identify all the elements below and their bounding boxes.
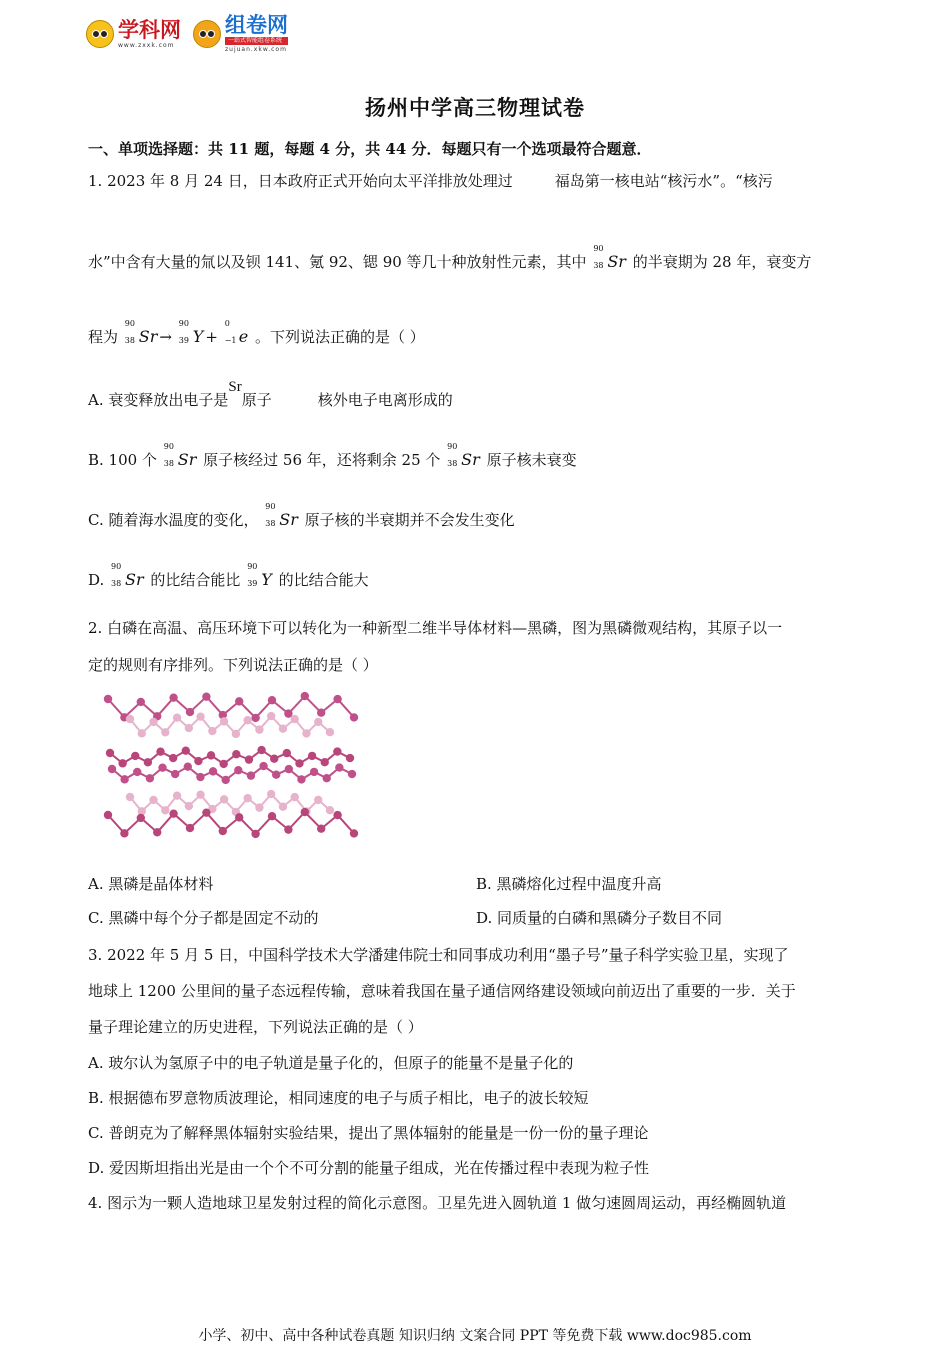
zujuan-logo-tagline: 一站式智能组卷系统 <box>225 37 288 45</box>
q1-opt-d-text-a: D. <box>88 571 110 589</box>
q2-option-a[interactable]: A. 黑磷是晶体材料 <box>88 875 214 893</box>
q1-opt-b-sr2 <box>447 442 480 469</box>
q1-opt-d-y <box>247 562 272 589</box>
q1-opt-c-text-a: C. 随着海水温度的变化， <box>88 511 259 529</box>
q1-line2-text-a: 水”中含有大量的氚以及钡 141、氪 92、锶 90 等几十种放射性元素，其中 <box>88 253 587 271</box>
opt-b-sr2-mass: 90 <box>447 442 458 451</box>
q2-line2: 定的规则有序排列。下列说法正确的是（ ） <box>88 656 378 674</box>
eq-y90 <box>178 319 204 346</box>
page-title: 扬州中学高三物理试卷 <box>365 95 585 120</box>
opt-c-sr-z: 38 <box>265 519 276 528</box>
q1-option-a[interactable] <box>88 379 453 410</box>
eq-plus: + <box>205 328 218 346</box>
sr-mass: 90 <box>593 244 604 253</box>
q1-opt-b-sr1 <box>163 442 197 469</box>
zujuan-logo-url: zujuan.xkw.com <box>225 46 287 53</box>
sr-z: 38 <box>593 261 604 270</box>
page-footer: 小学、初中、高中各种试卷真题 知识归纳 文案合同 PPT 等免费下载 www.doc985.com <box>198 1328 752 1344</box>
sr-sym: Sr <box>607 252 626 271</box>
q1-opt-b-text-a: B. 100 个 <box>88 451 157 469</box>
q3-line3: 量子理论建立的历史进程，下列说法正确的是（ ） <box>88 1018 423 1036</box>
zujuan-logo[interactable] <box>193 15 288 53</box>
opt-b-sr2-sym: Sr <box>461 450 480 469</box>
q2-option-d[interactable]: D. 同质量的白磷和黑磷分子数目不同 <box>476 909 723 927</box>
q2-option-b[interactable]: B. 黑磷熔化过程中温度升高 <box>476 875 662 893</box>
q1-line3-text-b: 。下列说法正确的是（ ） <box>254 328 425 346</box>
zxxk-logo-name: 学科网 <box>118 17 181 42</box>
eq-sr-mass: 90 <box>124 319 135 328</box>
graduate-face-icon <box>193 20 221 48</box>
eq-e-mass: 0 <box>224 319 230 328</box>
q2-line1: 2. 白磷在高温、高压环境下可以转化为一种新型二维半导体材料—黑磷，图为黑磷微观结构，其原子以一 <box>88 619 783 637</box>
zujuan-logo-name: 组卷网 <box>225 13 288 37</box>
q3-line2: 地球上 1200 公里间的量子态远程传输，意味着我国在量子通信网络建设领域向前迈出了重要的一步．关于 <box>88 982 796 1000</box>
eq-e-sym: e <box>238 327 249 346</box>
q1-option-d[interactable] <box>88 562 369 590</box>
q1-opt-b-text-b: 原子核经过 56 年，还将剩余 25 个 <box>203 451 441 469</box>
q1-opt-a-text-c: 核外电子电离形成的 <box>317 391 453 409</box>
q1-opt-c-text-b: 原子核的半衰期并不会发生变化 <box>304 511 515 529</box>
q1-line2 <box>88 244 812 272</box>
opt-b-sr1-sym: Sr <box>177 450 197 469</box>
owl-face-icon <box>86 20 114 48</box>
opt-d-y-mass: 90 <box>247 562 258 571</box>
q1-line3-text-a: 程为 <box>88 328 119 346</box>
opt-b-sr1-mass: 90 <box>163 442 174 451</box>
eq-sr-sym: Sr <box>138 327 158 346</box>
q1-opt-a-text-b: 原子 <box>241 391 272 409</box>
zxxk-logo[interactable] <box>86 17 181 49</box>
eq-arrow: → <box>159 328 172 346</box>
q1-line1 <box>88 170 773 191</box>
q1-option-b[interactable] <box>88 442 577 470</box>
section-heading: 一、单项选择题：共 11 题，每题 4 分，共 44 分．每题只有一个选项最符合题意． <box>88 140 652 158</box>
opt-b-sr1-z: 38 <box>163 459 174 468</box>
zxxk-logo-url: www.zxxk.com <box>118 41 175 49</box>
opt-d-sr-sym: Sr <box>125 570 144 589</box>
eq-e-z: −1 <box>224 336 237 345</box>
q3-line1: 3. 2022 年 5 月 5 日，中国科学技术大学潘建伟院士和同事成功利用“墨子号”量子科学实验卫星，实现了 <box>88 946 789 964</box>
opt-c-sr-mass: 90 <box>265 502 276 511</box>
opt-d-sr-mass: 90 <box>111 562 122 571</box>
eq-sr-z: 38 <box>124 336 135 345</box>
q1-opt-c-sr <box>265 502 298 529</box>
q1-opt-d-sr <box>111 562 144 589</box>
opt-b-sr2-z: 38 <box>447 459 458 468</box>
q1-opt-a-text-a: A. 衰变释放出电子是 <box>88 391 229 409</box>
q3-option-a[interactable]: A. 玻尔认为氢原子中的电子轨道是量子化的，但原子的能量不是量子化的 <box>88 1054 574 1072</box>
q3-option-c[interactable]: C. 普朗克为了解释黑体辐射实验结果，提出了黑体辐射的能量是一份一份的量子理论 <box>88 1124 649 1142</box>
sr90-nuclide <box>593 244 626 271</box>
q2-option-c[interactable]: C. 黑磷中每个分子都是固定不动的 <box>88 909 319 927</box>
opt-d-y-z: 39 <box>247 579 258 588</box>
q1-line2-text-b: 的半衰期为 28 年，衰变方 <box>632 253 812 271</box>
q1-opt-a-sr: Sr <box>228 379 242 395</box>
q1-opt-b-text-c: 原子核未衰变 <box>486 451 577 469</box>
q3-option-b[interactable]: B. 根据德布罗意物质波理论，相同速度的电子与质子相比，电子的波长较短 <box>88 1089 589 1107</box>
q1-line3 <box>88 319 425 347</box>
q1-option-c[interactable] <box>88 502 515 530</box>
q3-option-d[interactable]: D. 爱因斯坦指出光是由一个个不可分割的能量子组成，光在传播过程中表现为粒子性 <box>88 1159 650 1177</box>
q1-line1-text-b: 福岛第一核电站“核污水”。“核污 <box>554 172 773 190</box>
q1-opt-d-text-b: 的比结合能比 <box>150 571 241 589</box>
eq-y-mass: 90 <box>178 319 189 328</box>
eq-electron <box>224 319 249 346</box>
q1-opt-d-text-c: 的比结合能大 <box>278 571 369 589</box>
opt-d-sr-z: 38 <box>111 579 122 588</box>
black-phosphorus-structure-image <box>100 685 362 845</box>
opt-c-sr-sym: Sr <box>279 510 298 529</box>
eq-sr90 <box>124 319 158 346</box>
q1-line1-text-a: 1. 2023 年 8 月 24 日，日本政府正式开始向太平洋排放处理过 <box>88 172 513 190</box>
eq-y-z: 39 <box>178 336 189 345</box>
opt-d-y-sym: Y <box>261 570 272 589</box>
eq-y-sym: Y <box>192 327 204 346</box>
header-logos <box>86 14 288 54</box>
q4-line1: 4. 图示为一颗人造地球卫星发射过程的简化示意图。卫星先进入圆轨道 1 做匀速圆周运动，再经椭圆轨道 <box>88 1194 787 1212</box>
